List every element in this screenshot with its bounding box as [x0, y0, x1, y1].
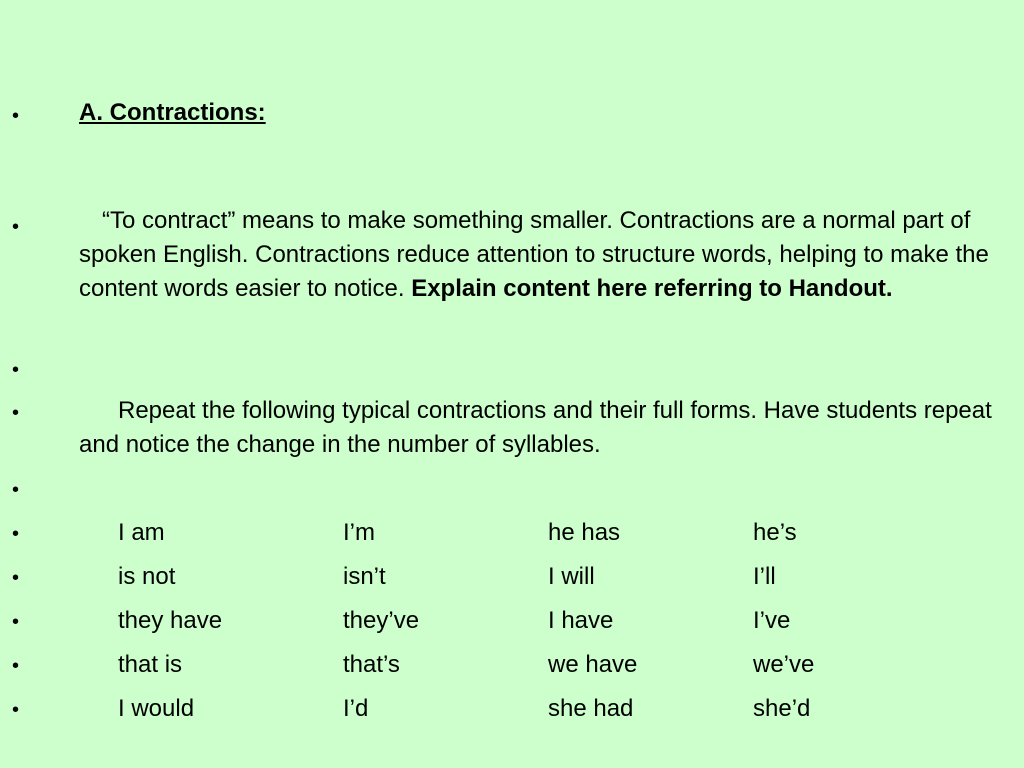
- full-form: that is: [118, 651, 183, 678]
- bullet: •: [12, 402, 20, 424]
- full-form: they have: [118, 607, 223, 634]
- paragraph-repeat-instructions: Repeat the following typical contractions and their full forms. Have students repeat and notice the change in the number of syllables.: [79, 397, 992, 458]
- bullet: •: [12, 216, 20, 238]
- bullet: •: [12, 359, 20, 381]
- contraction: we’ve: [753, 651, 815, 678]
- bullet: •: [12, 479, 20, 501]
- bullet: •: [12, 105, 20, 127]
- full-form: I have: [548, 607, 614, 634]
- full-form: we have: [548, 651, 638, 678]
- full-form: I am: [118, 519, 165, 546]
- full-form: I will: [548, 563, 595, 590]
- contraction: he’s: [753, 519, 797, 546]
- full-form: I would: [118, 695, 195, 722]
- contraction: she’d: [753, 695, 811, 722]
- contraction: they’ve: [343, 607, 420, 634]
- contraction: I’ve: [753, 607, 791, 634]
- full-form: is not: [118, 563, 176, 590]
- full-form: she had: [548, 695, 634, 722]
- paragraph-text: “To contract” means to make something smaller. Contractions are a normal part of spoken English. Contractions reduce attention to structure words, helping to make the content words easier to notice.: [79, 207, 989, 302]
- full-form: he has: [548, 519, 621, 546]
- section-heading: A. Contractions:: [79, 99, 266, 126]
- contraction: that’s: [343, 651, 400, 678]
- contraction: I’d: [343, 695, 369, 722]
- bullet: •: [12, 655, 20, 677]
- bullet: •: [12, 523, 20, 545]
- contraction: I’m: [343, 519, 375, 546]
- bullet: •: [12, 699, 20, 721]
- bullet: •: [12, 567, 20, 589]
- paragraph-bold-note: Explain content here referring to Handout.: [411, 275, 893, 302]
- contraction: isn’t: [343, 563, 386, 590]
- bullet: •: [12, 611, 20, 633]
- paragraph-contract-definition: [79, 204, 1009, 306]
- contraction: I’ll: [753, 563, 776, 590]
